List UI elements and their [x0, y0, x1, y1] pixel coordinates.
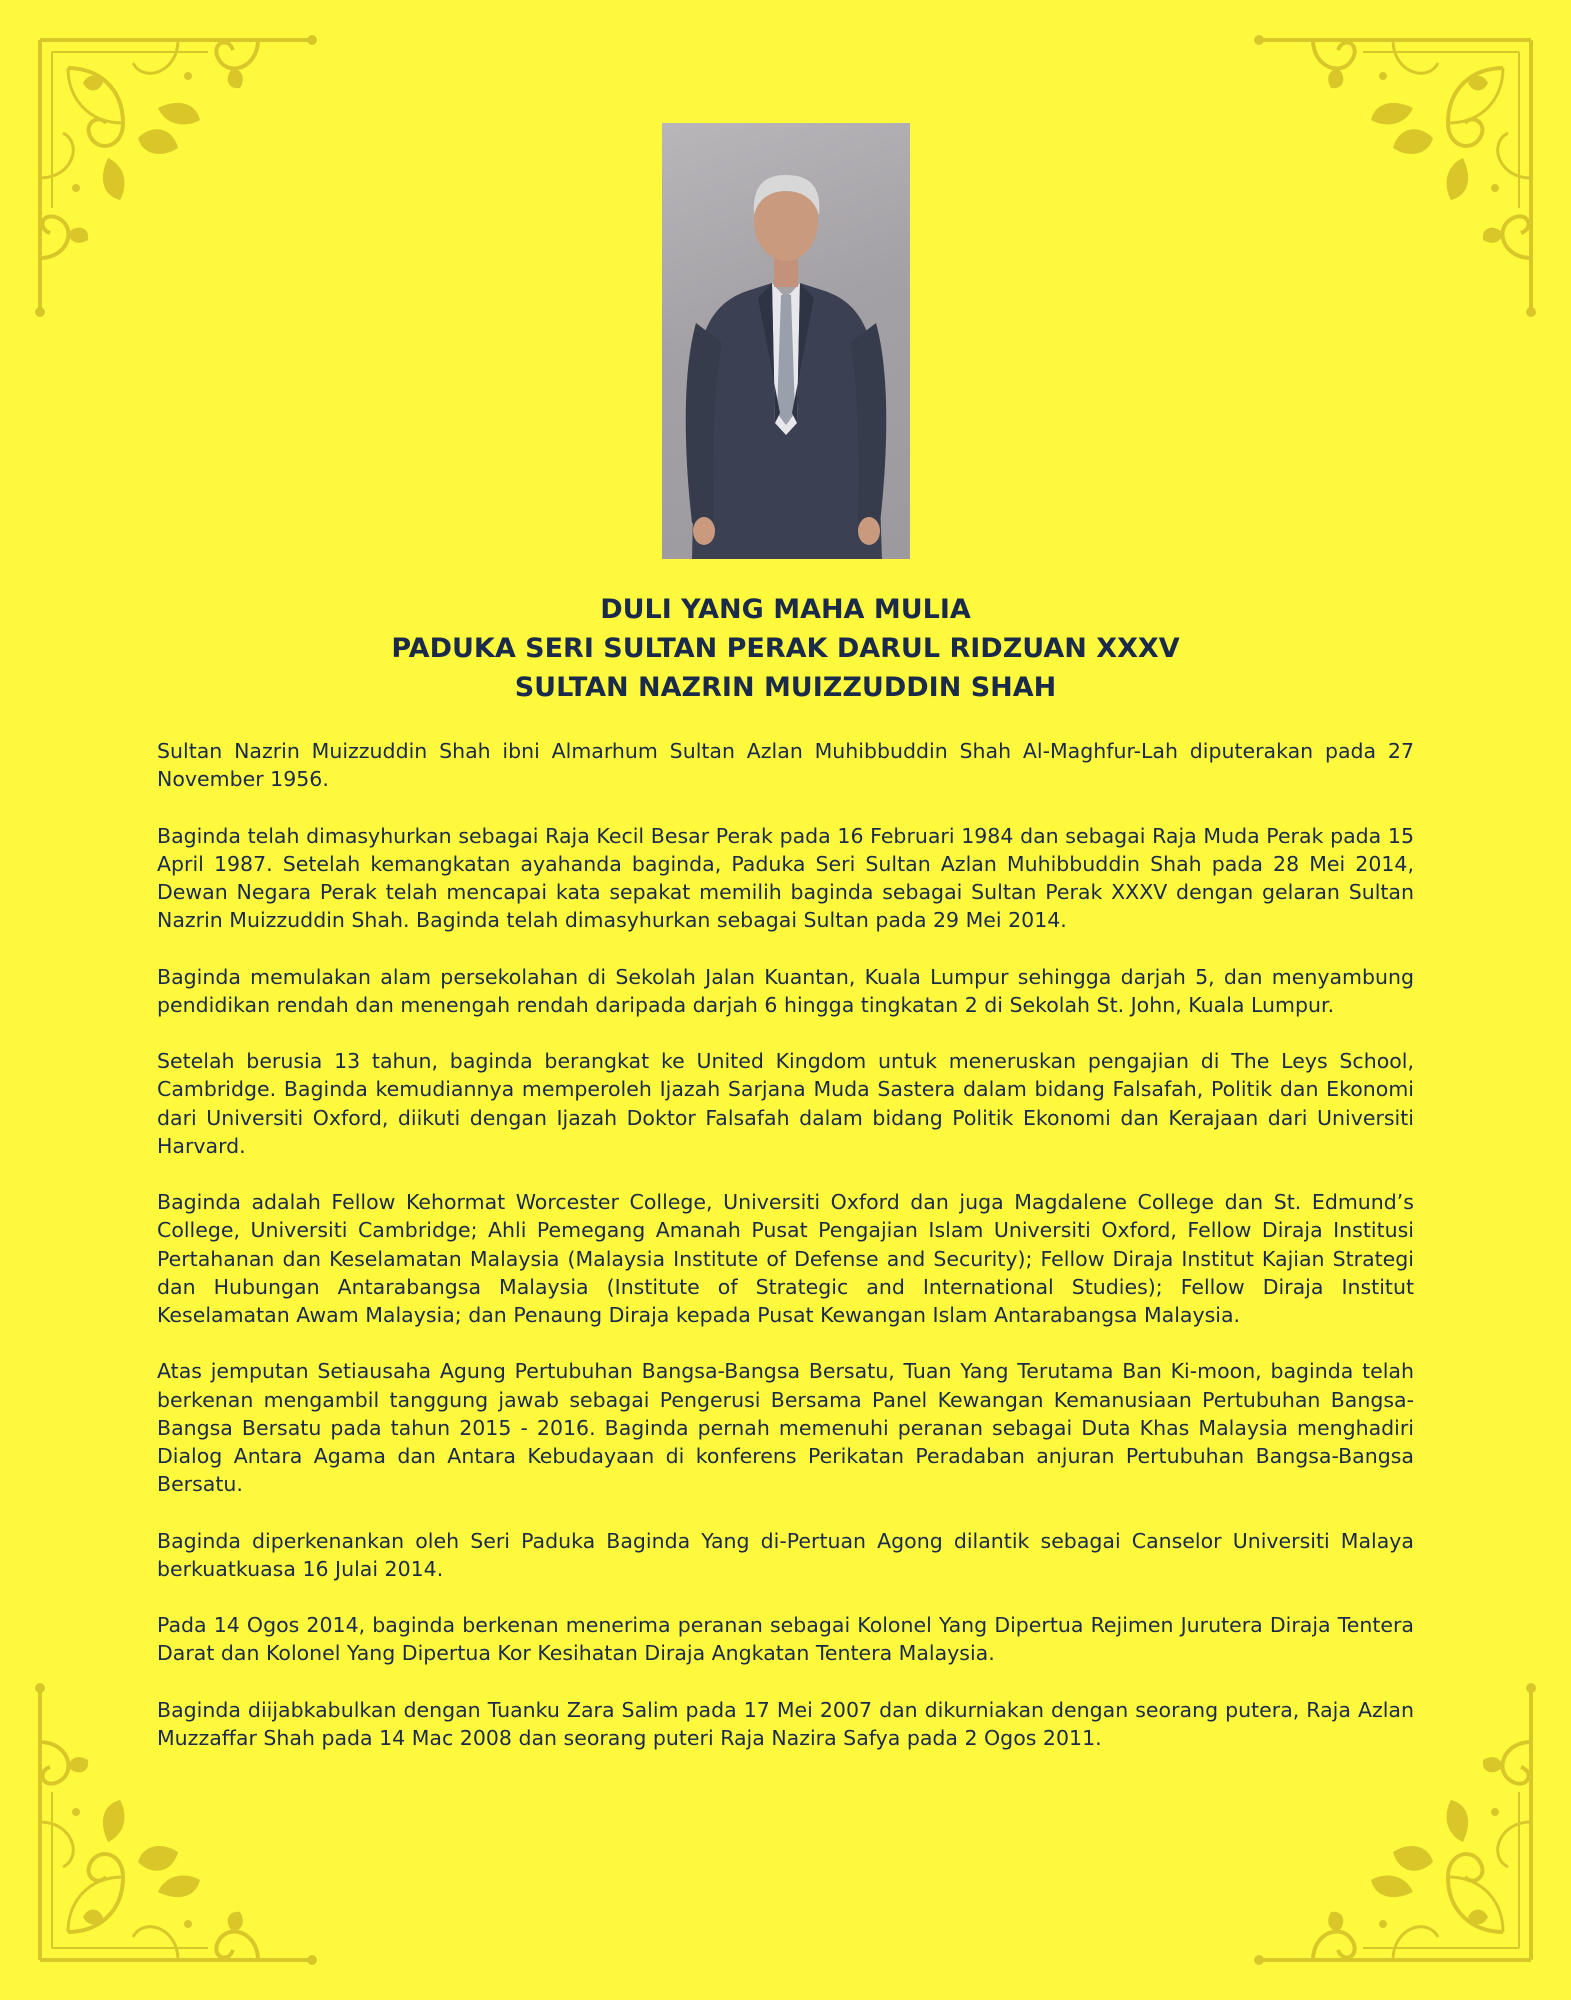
floral-corner-ornament-icon	[1243, 28, 1543, 328]
paragraph-family: Baginda diijabkabulkan dengan Tuanku Zara Salim pada 17 Mei 2007 dan dikurniakan dengan seorang putera, Raja Azlan Muzzaffar Shah pada 14 Mac 2008 dan seorang puteri Raja Nazira Safya pada 2 Ogos 2011.	[157, 1697, 1414, 1750]
paragraph-un-roles: Atas jemputan Setiausaha Agung Pertubuhan Bangsa-Bangsa Bersatu, Tuan Yang Terutama Ban Ki-moon, baginda telah berkenan mengambil tanggung jawab sebagai Pengerusi Bersama Panel Kewangan Kemanusiaan Pertubuhan Bangsa-Bangsa Bersatu pada tahun 2015 - 2016. Baginda pernah memenuhi peranan sebagai Duta Khas Malaysia menghadiri Dialog Antara Agama dan Antara Kebudayaan di konferens Perikatan Peradaban anjuran Pertubuhan Bangsa-Bangsa Bersatu.	[157, 1359, 1414, 1497]
title-line-2: PADUKA SERI SULTAN PERAK DARUL RIDZUAN XXXV	[391, 633, 1180, 664]
title-line-3: SULTAN NAZRIN MUIZZUDDIN SHAH	[514, 672, 1057, 703]
title-line-1: DULI YANG MAHA MULIA	[600, 594, 971, 625]
biography-text	[157, 737, 1414, 1780]
paragraph-military-roles: Pada 14 Ogos 2014, baginda berkenan menerima peranan sebagai Kolonel Yang Dipertua Rejimen Jurutera Diraja Tentera Darat dan Kolonel Yang Dipertua Kor Kesihatan Diraja Angkatan Tentera Malaysia.	[157, 1613, 1414, 1666]
paragraph-fellowships: Baginda adalah Fellow Kehormat Worcester College, Universiti Oxford dan juga Magdalene College dan St. Edmund’s College, Universiti Cambridge; Ahli Pemegang Amanah Pusat Pengajian Islam Universiti Oxford, Fellow Diraja Institusi Pertahanan dan Keselamatan Malaysia (Malaysia Institute of Defense and Security); Fellow Diraja Institut Kajian Strategi dan Hubungan Antarabangsa Malaysia (Institute of Strategic and International Studies); Fellow Diraja Institut Keselamatan Awam Malaysia; dan Penaung Diraja kepada Pusat Kewangan Islam Antarabangsa Malaysia.	[157, 1190, 1414, 1327]
paragraph-chancellor: Baginda diperkenankan oleh Seri Paduka Baginda Yang di-Pertuan Agong dilantik sebagai Canselor Universiti Malaya berkuatkuasa 16 Julai 2014.	[157, 1528, 1414, 1581]
portrait-photo	[662, 123, 910, 559]
paragraph-early-education: Baginda memulakan alam persekolahan di Sekolah Jalan Kuantan, Kuala Lumpur sehingga darjah 5, dan menyambung pendidikan rendah dan menengah rendah daripada darjah 6 hingga tingkatan 2 di Sekolah St. John, Kuala Lumpur.	[157, 964, 1414, 1017]
page-title	[157, 590, 1414, 707]
floral-corner-ornament-icon	[28, 28, 328, 328]
paragraph-accession: Baginda telah dimasyhurkan sebagai Raja Kecil Besar Perak pada 16 Februari 1984 dan sebagai Raja Muda Perak pada 15 April 1987. Setelah kemangkatan ayahanda baginda, Paduka Seri Sultan Azlan Muhibbuddin Shah pada 28 Mei 2014, Dewan Negara Perak telah mencapai kata sepakat memilih baginda sebagai Sultan Perak XXXV dengan gelaran Sultan Nazrin Muizzuddin Shah. Baginda telah dimasyhurkan sebagai Sultan pada 29 Mei 2014.	[157, 823, 1414, 933]
paragraph-birth: Sultan Nazrin Muizzuddin Shah ibni Almarhum Sultan Azlan Muhibbuddin Shah Al-Maghfur-Lah diputerakan pada 27 November 1956.	[157, 739, 1414, 792]
paragraph-higher-education: Setelah berusia 13 tahun, baginda berangkat ke United Kingdom untuk meneruskan pengajian di The Leys School, Cambridge. Baginda kemudiannya memperoleh Ijazah Sarjana Muda Sastera dalam bidang Falsafah, Politik dan Ekonomi dari Universiti Oxford, diikuti dengan Ijazah Doktor Falsafah dalam bidang Politik Ekonomi dan Kerajaan dari Universiti Harvard.	[157, 1049, 1414, 1158]
